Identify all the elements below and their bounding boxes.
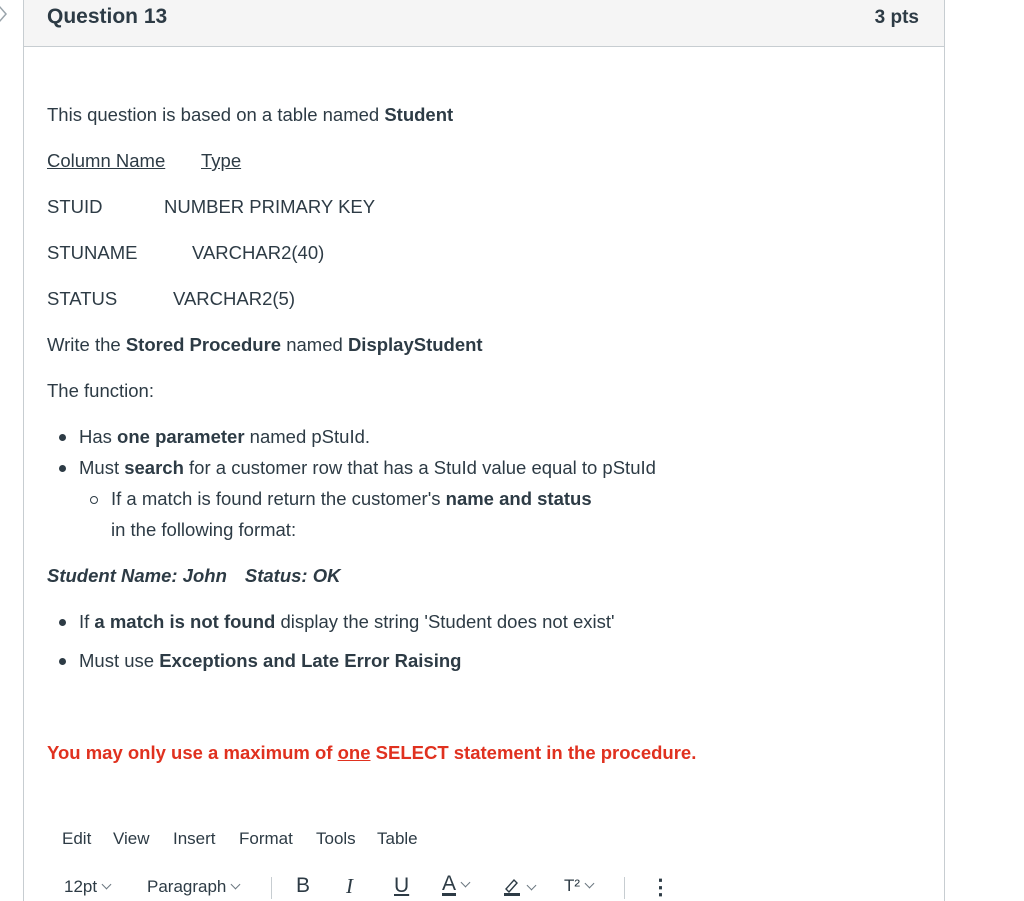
b2-post: for a customer row that has a StuId value equal to pStuId (183, 457, 656, 478)
menu-table[interactable]: Table (377, 829, 418, 848)
more-options-icon[interactable]: ⋮ (650, 876, 671, 899)
warning-text (47, 741, 696, 765)
list-item (79, 610, 615, 634)
sub-pre: If a match is found return the customer's (111, 488, 446, 509)
column-type: VARCHAR2(5) (173, 288, 295, 309)
menu-view[interactable]: View (113, 829, 150, 848)
format-name: Student Name: John (47, 565, 227, 586)
menu-edit[interactable]: Edit (62, 829, 92, 848)
b3-pre: If (79, 611, 95, 632)
format-status: Status: OK (244, 565, 341, 586)
b3-post: display the string 'Student does not exist' (275, 611, 615, 632)
column-header-type: Type (201, 150, 242, 171)
toolbar-divider (624, 877, 625, 899)
intro-table-name: Student (384, 104, 454, 125)
question-card (23, 0, 945, 901)
column-header-name: Column Name (47, 150, 166, 171)
b2-bold: search (124, 457, 184, 478)
format-example (47, 564, 340, 588)
chevron-down-icon (527, 881, 537, 891)
chevron-down-icon (231, 880, 241, 890)
list-item (79, 456, 656, 480)
list-item (79, 425, 370, 449)
font-size-select[interactable] (64, 877, 110, 897)
block-format-value: Paragraph (147, 877, 227, 896)
font-size-value: 12pt (64, 877, 98, 896)
chevron-down-icon (585, 879, 595, 889)
write-mid: named (281, 334, 348, 355)
question-header (24, 0, 944, 47)
superscript-label: T² (564, 876, 581, 895)
chevron-down-icon (102, 880, 112, 890)
column-name: STATUS (47, 288, 118, 309)
b2-pre: Must (79, 457, 125, 478)
sub-bold: name and status (445, 488, 592, 509)
text-color-letter: A (442, 872, 457, 895)
bold-button[interactable]: B (296, 874, 311, 897)
underline-button[interactable]: U (394, 874, 410, 897)
bullet-icon (59, 619, 66, 626)
list-item (79, 649, 461, 673)
function-label: The function: (47, 380, 154, 401)
b1-bold: one parameter (117, 426, 245, 447)
column-name: STUID (47, 196, 103, 217)
text-color-button[interactable] (442, 874, 469, 896)
sub-list-line2: in the following format: (111, 519, 297, 540)
superscript-button[interactable] (564, 876, 593, 896)
sub-list-item (111, 487, 592, 511)
b4-bold: Exceptions and Late Error Raising (159, 650, 462, 671)
highlight-button[interactable] (502, 876, 535, 898)
warning-pre: You may only use a maximum of (47, 742, 338, 763)
b3-bold: a match is not found (94, 611, 276, 632)
toolbar-divider (271, 877, 272, 899)
italic-button[interactable]: I (346, 874, 353, 898)
menu-tools[interactable]: Tools (316, 829, 356, 848)
block-format-select[interactable] (147, 877, 239, 897)
chevron-down-icon (461, 878, 471, 888)
bullet-icon (59, 658, 66, 665)
intro-line (47, 103, 453, 127)
column-type: NUMBER PRIMARY KEY (164, 196, 376, 217)
write-bold-2: DisplayStudent (347, 334, 483, 355)
bullet-icon (59, 465, 66, 472)
question-title: Question 13 (47, 5, 168, 28)
warning-post: SELECT statement in the procedure. (370, 742, 697, 763)
b1-pre: Has (79, 426, 118, 447)
warning-underlined: one (337, 742, 371, 763)
highlighter-icon (502, 876, 522, 896)
menu-insert[interactable]: Insert (173, 829, 216, 848)
menu-format[interactable]: Format (239, 829, 293, 848)
column-name: STUNAME (47, 242, 138, 263)
b4-pre: Must use (79, 650, 160, 671)
intro-text: This question is based on a table named (47, 104, 385, 125)
write-bold-1: Stored Procedure (125, 334, 282, 355)
write-pre: Write the (47, 334, 126, 355)
chevron-left-icon (0, 4, 10, 24)
write-instruction (47, 333, 483, 357)
column-type: VARCHAR2(40) (192, 242, 325, 263)
question-points: 3 pts (874, 7, 919, 28)
sub-bullet-icon (90, 496, 98, 504)
bullet-icon (59, 434, 66, 441)
b1-post: named pStuId. (244, 426, 371, 447)
